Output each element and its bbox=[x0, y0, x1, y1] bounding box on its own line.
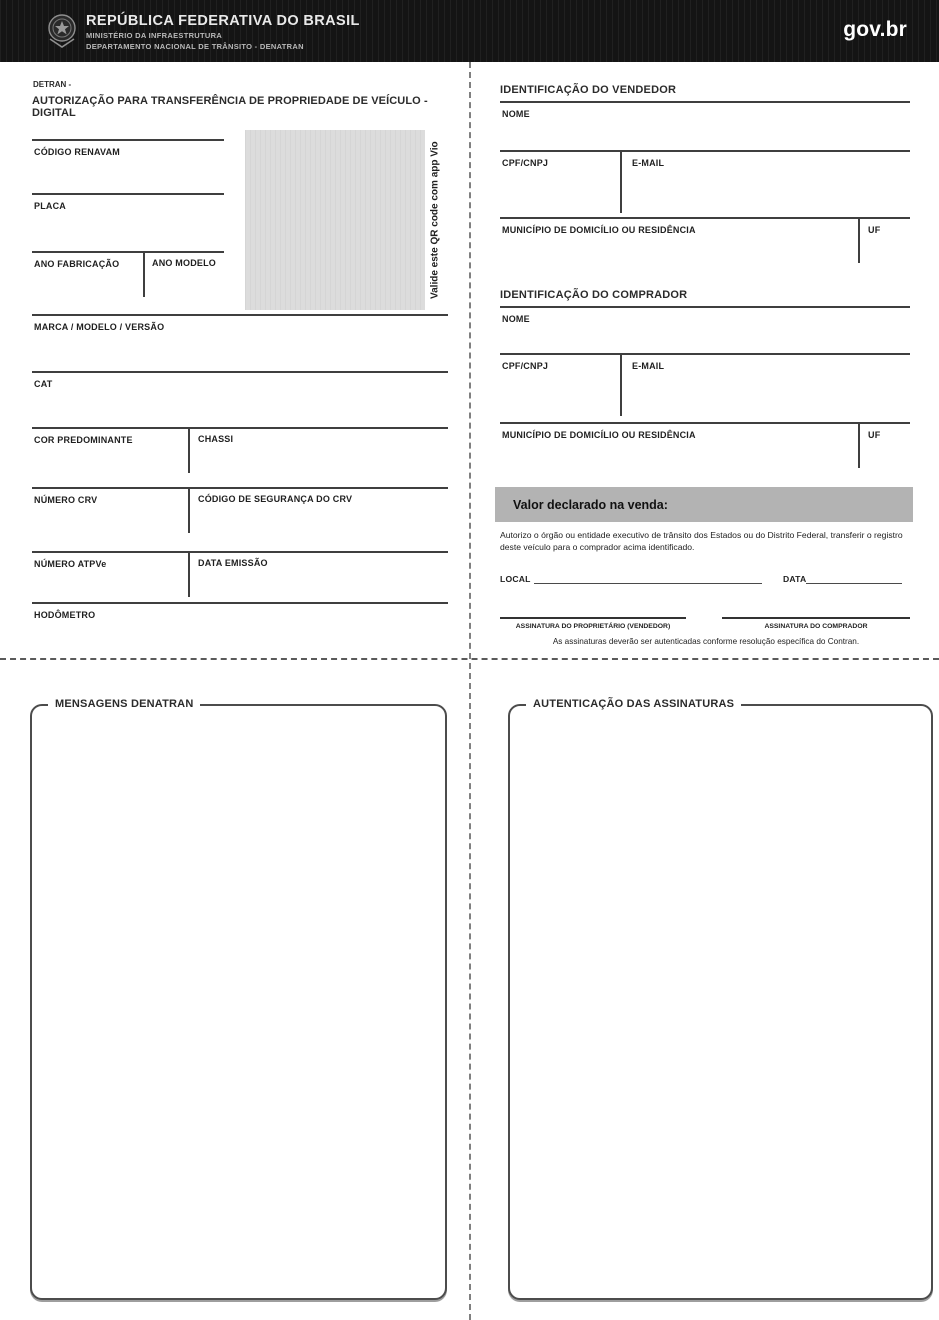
field-label: UF bbox=[868, 430, 881, 440]
field-divider bbox=[858, 219, 860, 263]
horizontal-cut-line bbox=[0, 658, 939, 660]
ministry-line: MINISTÉRIO DA INFRAESTRUTURA bbox=[86, 31, 223, 40]
govbr-logo: gov.br bbox=[843, 18, 907, 41]
seller-signature-line bbox=[500, 617, 686, 619]
field-label: CAT bbox=[34, 379, 53, 389]
autenticacao-assinaturas-box bbox=[508, 698, 933, 1300]
field-label: NOME bbox=[502, 314, 530, 324]
document-header bbox=[0, 0, 939, 62]
seller-nome-row bbox=[500, 101, 910, 122]
document-title: AUTORIZAÇÃO PARA TRANSFERÊNCIA DE PROPRIEDADE DE VEÍCULO - DIGITAL bbox=[32, 95, 428, 119]
signature-note: As assinaturas deverão ser autenticadas conforme resolução específica do Contran. bbox=[552, 637, 860, 646]
autenticacao-assinaturas-title: AUTENTICAÇÃO DAS ASSINATURAS bbox=[526, 698, 741, 710]
declared-value-box bbox=[495, 487, 913, 522]
authorization-paragraph: Autorizo o órgão ou entidade executivo de trânsito dos Estados ou do Distrito Federal, transferir o registro deste veículo para o comprador acima identificado. bbox=[500, 530, 903, 552]
field-cor-chassi-row bbox=[32, 427, 448, 448]
field-label: ANO FABRICAÇÃO bbox=[34, 259, 120, 269]
buyer-nome-row bbox=[500, 306, 910, 327]
field-placa bbox=[32, 193, 224, 214]
mensagens-denatran-title: MENSAGENS DENATRAN bbox=[48, 698, 200, 710]
coat-of-arms-icon bbox=[44, 11, 80, 51]
field-divider bbox=[620, 355, 622, 416]
field-cat bbox=[32, 371, 448, 392]
field-label: CHASSI bbox=[198, 434, 234, 444]
field-label: MUNICÍPIO DE DOMICÍLIO OU RESIDÊNCIA bbox=[502, 225, 696, 235]
buyer-municipio-row bbox=[500, 422, 910, 443]
buyer-signature-label: ASSINATURA DO COMPRADOR bbox=[764, 623, 868, 630]
buyer-signature-line bbox=[722, 617, 910, 619]
field-label: CPF/CNPJ bbox=[502, 361, 549, 371]
qr-code-placeholder bbox=[245, 130, 425, 310]
field-divider bbox=[858, 424, 860, 468]
field-label: NÚMERO ATPVe bbox=[34, 559, 107, 569]
mensagens-denatran-box bbox=[30, 698, 447, 1300]
field-label: CÓDIGO DE SEGURANÇA DO CRV bbox=[198, 494, 353, 504]
field-divider bbox=[620, 152, 622, 213]
field-label: E-MAIL bbox=[632, 361, 665, 371]
field-codigo-renavam bbox=[32, 139, 224, 160]
field-divider bbox=[188, 553, 190, 597]
buyer-cpf-email-row bbox=[500, 353, 910, 374]
field-marca-modelo-versao bbox=[32, 314, 448, 335]
country-title: REPÚBLICA FEDERATIVA DO BRASIL bbox=[86, 13, 360, 29]
field-label: CÓDIGO RENAVAM bbox=[34, 147, 120, 157]
field-label: ANO MODELO bbox=[152, 258, 216, 268]
buyer-section-title: IDENTIFICAÇÃO DO COMPRADOR bbox=[500, 289, 688, 301]
field-label: CPF/CNPJ bbox=[502, 158, 549, 168]
detran-prefix: DETRAN - bbox=[33, 80, 72, 89]
field-label: NOME bbox=[502, 109, 530, 119]
seller-signature-label: ASSINATURA DO PROPRIETÁRIO (VENDEDOR) bbox=[515, 623, 671, 630]
field-label: NÚMERO CRV bbox=[34, 495, 98, 505]
field-divider bbox=[188, 489, 190, 533]
local-label: LOCAL bbox=[500, 574, 531, 584]
seller-municipio-row bbox=[500, 217, 910, 238]
field-label: HODÔMETRO bbox=[34, 610, 96, 620]
seller-section-title: IDENTIFICAÇÃO DO VENDEDOR bbox=[500, 84, 677, 96]
header-text-block bbox=[86, 13, 360, 51]
data-label: DATA bbox=[783, 574, 807, 584]
department-line: DEPARTAMENTO NACIONAL DE TRÂNSITO - DENATRAN bbox=[86, 42, 304, 51]
field-label: UF bbox=[868, 225, 881, 235]
seller-cpf-email-row bbox=[500, 150, 910, 171]
field-label: DATA EMISSÃO bbox=[198, 558, 268, 568]
field-hodometro bbox=[32, 602, 448, 623]
field-label: PLACA bbox=[34, 201, 66, 211]
field-divider bbox=[143, 253, 145, 297]
field-label: MUNICÍPIO DE DOMICÍLIO OU RESIDÊNCIA bbox=[502, 430, 696, 440]
declared-value-label: Valor declarado na venda: bbox=[513, 497, 668, 512]
field-label: MARCA / MODELO / VERSÃO bbox=[34, 322, 165, 332]
data-fill-line bbox=[806, 583, 902, 584]
qr-caption: Valide este QR code com app Vio bbox=[429, 141, 441, 299]
local-fill-line bbox=[534, 583, 762, 584]
field-divider bbox=[188, 429, 190, 473]
field-label: COR PREDOMINANTE bbox=[34, 435, 133, 445]
vertical-cut-line bbox=[469, 62, 471, 1320]
field-label: E-MAIL bbox=[632, 158, 665, 168]
